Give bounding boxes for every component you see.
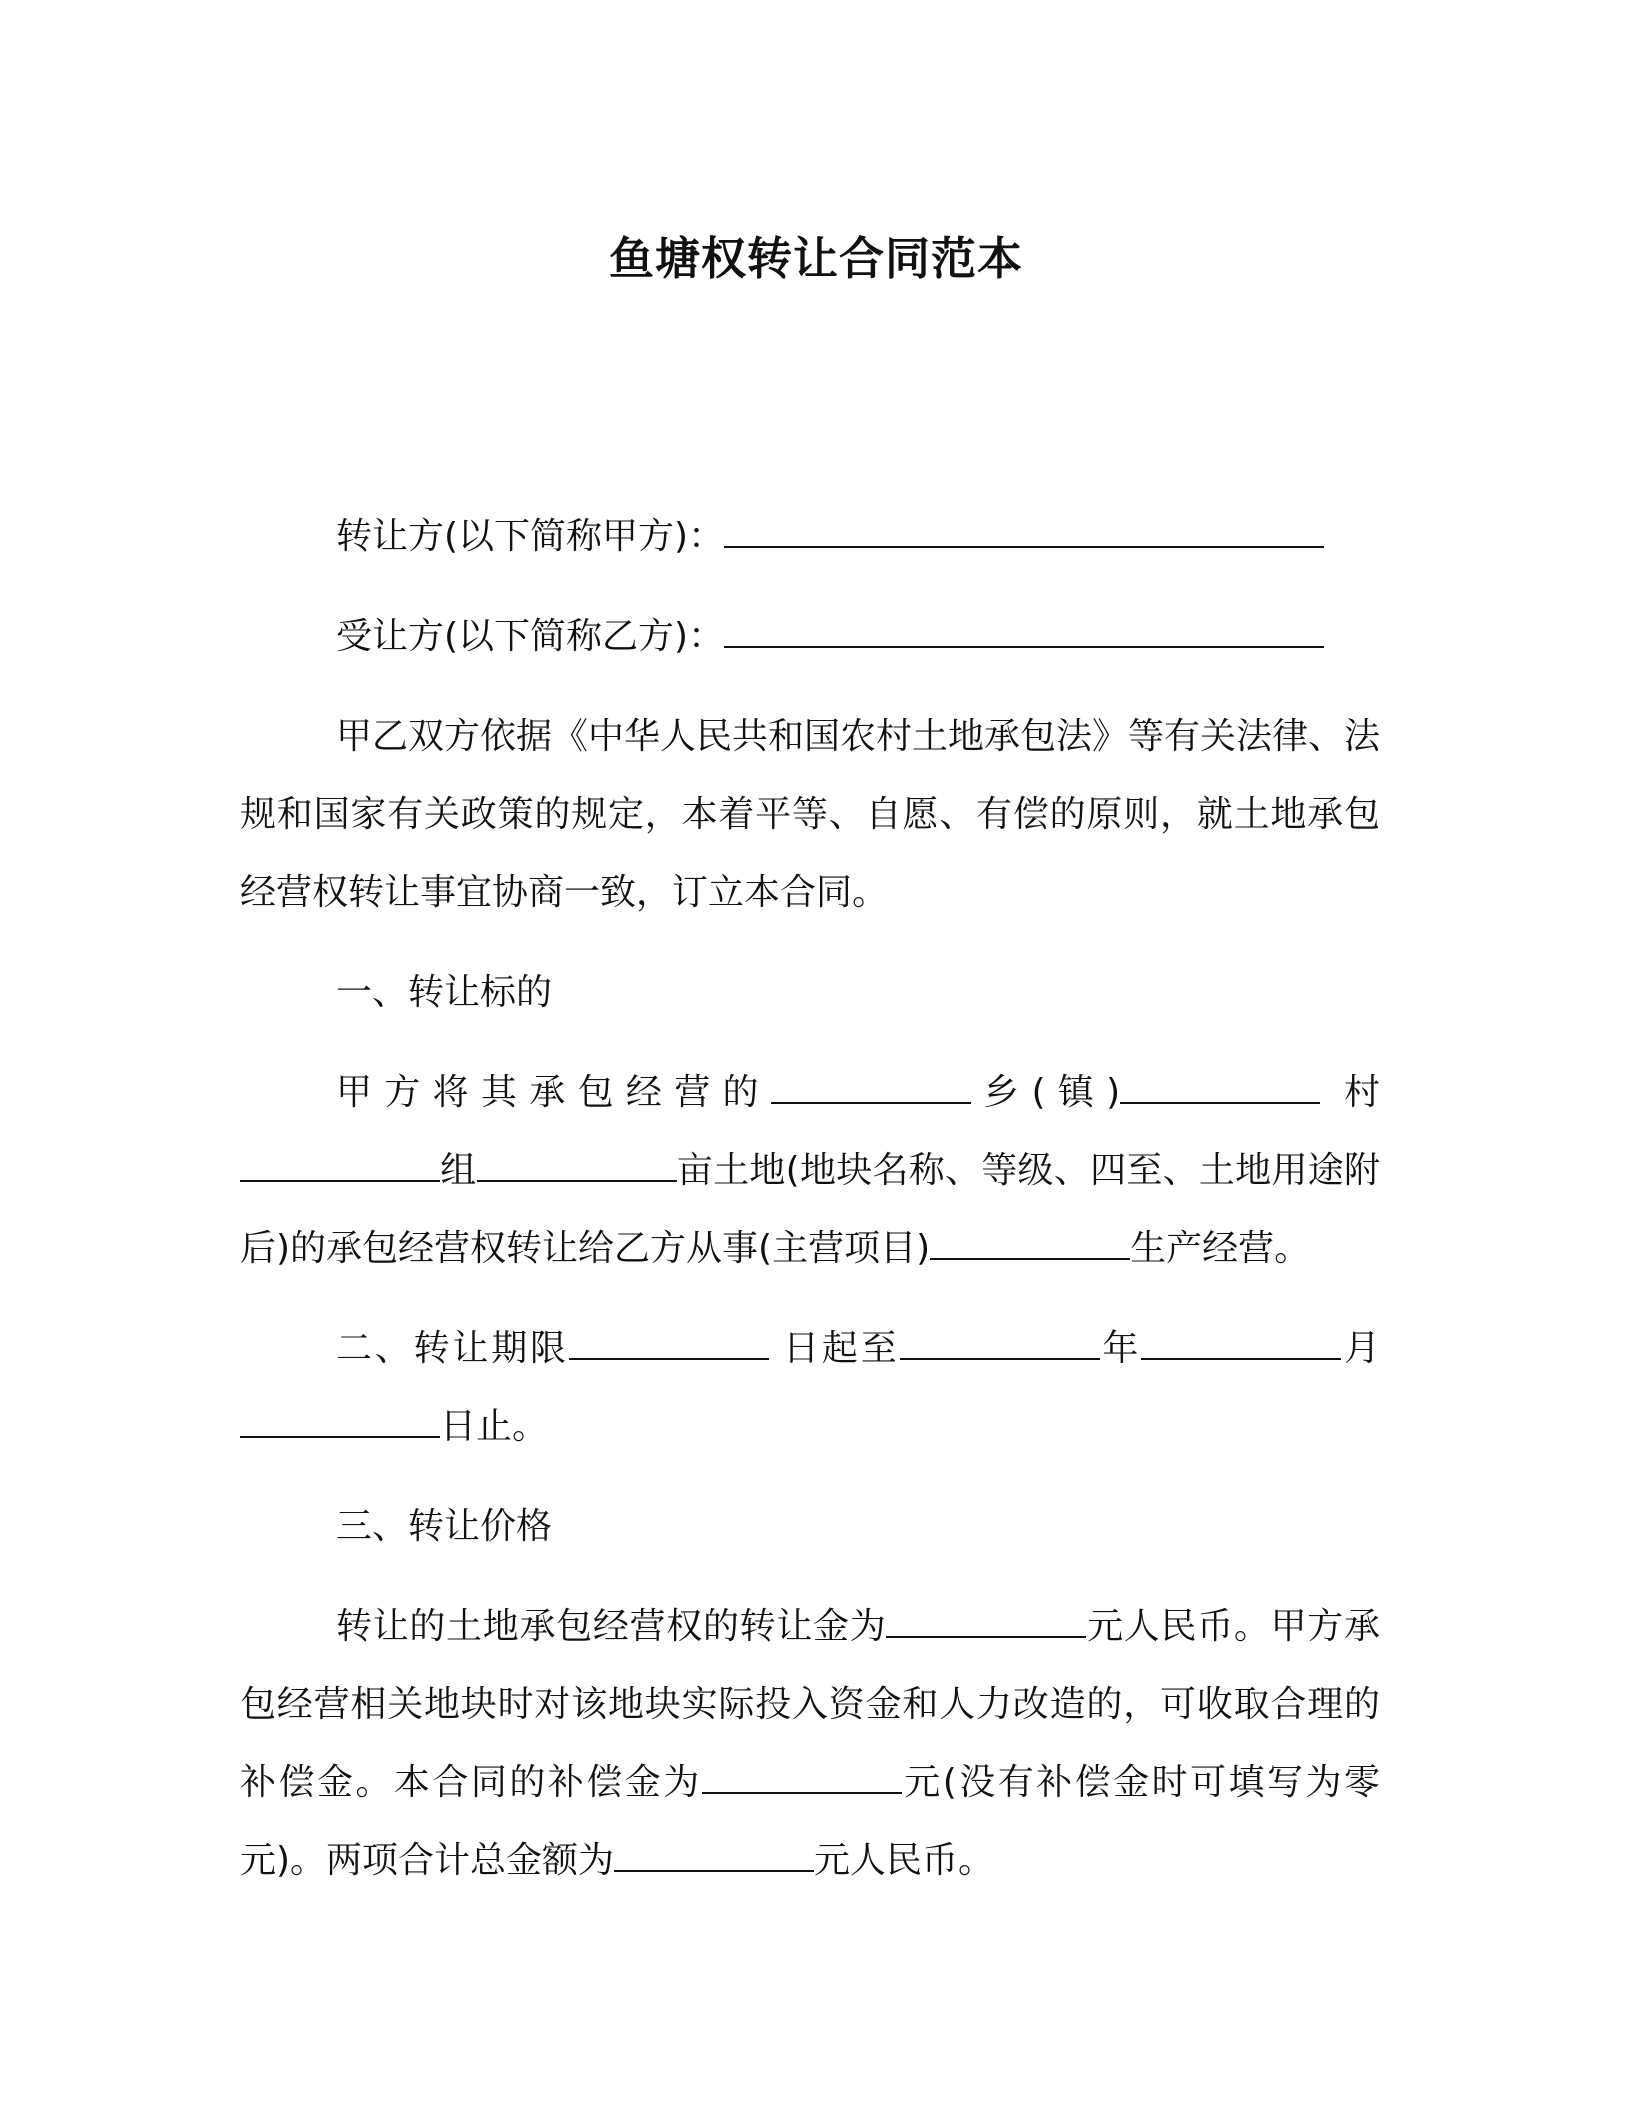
section1-text-d: 组 — [440, 1150, 477, 1191]
section1-text-c: 村 — [1320, 1072, 1380, 1113]
section3-text-c: 元(没有补偿金时可填写为零元)。两项合计总金额为 — [240, 1762, 1380, 1881]
transferee-line — [240, 598, 1380, 676]
group-blank[interactable] — [240, 1150, 440, 1182]
section3-paragraph — [240, 1588, 1380, 1900]
transfer-fee-blank[interactable] — [886, 1606, 1086, 1638]
document-title: 鱼塘权转让合同范本 — [608, 232, 1023, 285]
transferor-line — [240, 498, 1380, 576]
section2-text-c: 月 — [1341, 1328, 1380, 1369]
intro-paragraph: 甲乙双方依据《中华人民共和国农村土地承包法》等有关法律、法规和国家有关政策的规定，本着平等、自愿、有偿的原则，就土地承包经营权转让事宜协商一致，订立本合同。 — [240, 716, 1381, 913]
township-blank[interactable] — [771, 1072, 971, 1104]
total-amount-blank[interactable] — [614, 1840, 814, 1872]
section3-text-a: 转让的土地承包经营权的转让金为 — [336, 1606, 887, 1647]
section1-paragraph — [240, 1054, 1380, 1288]
village-blank[interactable] — [1120, 1072, 1320, 1104]
section1-text-b: 乡(镇) — [970, 1072, 1121, 1113]
end-day-blank[interactable] — [240, 1406, 440, 1438]
section2-paragraph — [240, 1310, 1380, 1466]
section3-text-d: 元人民币。 — [814, 1840, 995, 1881]
section3-text-b: 元人民币。甲方承包经营相关地块时对该地块实际投入资金和人力改造的，可收取合理的补偿金。本合同的补偿金为 — [240, 1606, 1380, 1803]
compensation-blank[interactable] — [702, 1762, 902, 1794]
acreage-blank[interactable] — [477, 1150, 677, 1182]
section1-heading: 一、转让标的 — [336, 972, 553, 1013]
end-month-blank[interactable] — [1141, 1328, 1341, 1360]
transferor-label: 转让方(以下简称甲方)： — [336, 516, 725, 557]
section2-text-b: 年 — [1099, 1328, 1142, 1369]
transferee-blank[interactable] — [724, 616, 1324, 648]
section1-text-e: 亩土地(地块名称、等级、四至、土地用途附后)的承包经营权转让给乙方从事(主营项目) — [240, 1150, 1380, 1269]
section2-text-d: 日止。 — [440, 1406, 549, 1447]
project-blank[interactable] — [930, 1228, 1130, 1260]
section1-text-f: 生产经营。 — [1130, 1228, 1311, 1269]
transferor-blank[interactable] — [724, 516, 1324, 548]
section2-text-a: 日起至 — [768, 1328, 900, 1369]
document-body — [240, 498, 1380, 1922]
section1-text-a: 甲方将其承包经营的 — [336, 1072, 771, 1113]
transferee-label: 受让方(以下简称乙方)： — [336, 616, 725, 657]
end-year-blank[interactable] — [900, 1328, 1100, 1360]
section2-heading: 二、转让期限 — [336, 1328, 569, 1369]
start-date-blank[interactable] — [569, 1328, 769, 1360]
section3-heading: 三、转让价格 — [336, 1506, 553, 1547]
